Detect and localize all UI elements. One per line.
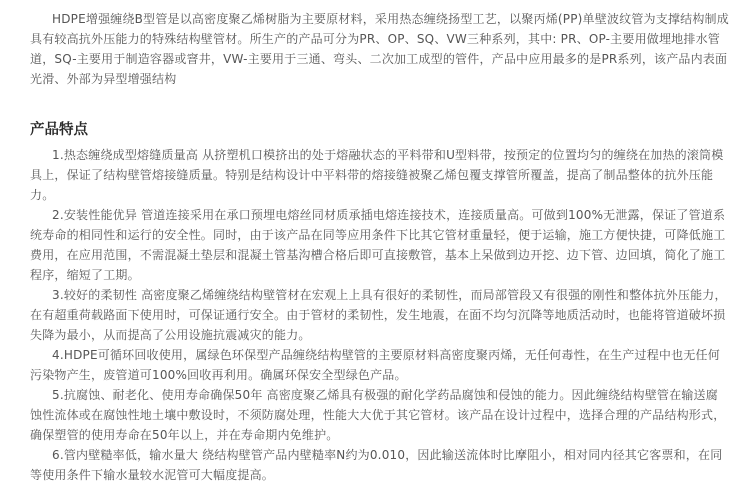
section-title-product-features: 产品特点	[30, 122, 88, 138]
feature-list	[30, 145, 730, 485]
feature-item-4: 4.HDPE可循环回收使用，属绿色环保型产品缠绕结构壁管的主要原材料高密度聚丙烯，无任何毒性，在生产过程中也无任何污染物产生，废管道可100%回收再利用。确属环保安全型绿色产品。	[30, 348, 720, 382]
feature-item-1: 1.热态缠绕成型熔缝质量高 从挤塑机口模挤出的处于熔融状态的平料带和U型料带，按预定的位置均匀的缠绕在加热的滚筒模具上，保证了结构壁管熔接缝质量。特别是结构设计中平料带的熔接缝被聚乙烯包覆支撑管所覆盖，提高了制品整体的抗外压能力。	[30, 148, 724, 202]
feature-item-2: 2.安装性能优异 管道连接采用在承口预埋电熔丝同材质承插电熔连接技术，连接质量高。可做到100%无泄露，保证了管道系统寿命的相同性和运行的安全性。同时，由于该产品在同等应用条件下比其它管材重量轻，便于运输，施工方便快捷，可降低施工费用，在应用范围，不需混凝土垫层和混凝土管基沟槽合格后即可直接敷管，基本上呆做到边开挖、边下管、边回填，简化了施工程序，缩短了工期。	[30, 208, 726, 282]
feature-item-3: 3.较好的柔韧性 高密度聚乙烯缠绕结构壁管材在宏观上上具有很好的柔韧性，而局部管段又有很强的刚性和整体抗外压能力，在有超重荷载路面下使用时，可保证通行安全。由于管材的柔韧性，发生地震，在面不均匀沉降等地质活动时，也能将管道破坏损失降为最小，从而提高了公用设施抗震减灾的能力。	[30, 288, 727, 342]
feature-item-6: 6.管内壁糙率低，输水量大 绕结构壁管产品内壁糙率N约为0.010，因此输送流体时比摩阻小，相对同内径其它客票和，在同等使用条件下输水量较水泥管可大幅度提高。	[30, 448, 723, 482]
feature-item-5: 5.抗腐蚀、耐老化、使用寿命确保50年 高密度聚乙烯具有极强的耐化学药品腐蚀和侵蚀的能力。因此缠绕结构壁管在输送腐蚀性流体或在腐蚀性地土壤中敷设时，不须防腐处理，性能大大优于其它管材。该产品在设计过程中，选择合理的产品结构形式，确保塑管的使用寿命在50年以上，并在寿命期内免维护。	[30, 388, 726, 442]
product-intro-paragraph: HDPE增强缠绕B型管是以高密度聚乙烯树脂为主要原材料，采用热态缠绕扬型工艺，以聚丙烯(PP)单壁波纹管为支撑结构制成具有较高抗外压能力的特殊结构壁管材。所生产的产品可分为PR、OP、SQ、VW三种系列，其中: PR、OP-主要用做埋地排水管道，SQ-主要用于制造容器或窨井，VW-主要用于三通、弯头、二次加工成型的管件，产品中应用最多的是PR系列，该产品内表面光滑、外部为异型增强结构	[30, 12, 729, 86]
